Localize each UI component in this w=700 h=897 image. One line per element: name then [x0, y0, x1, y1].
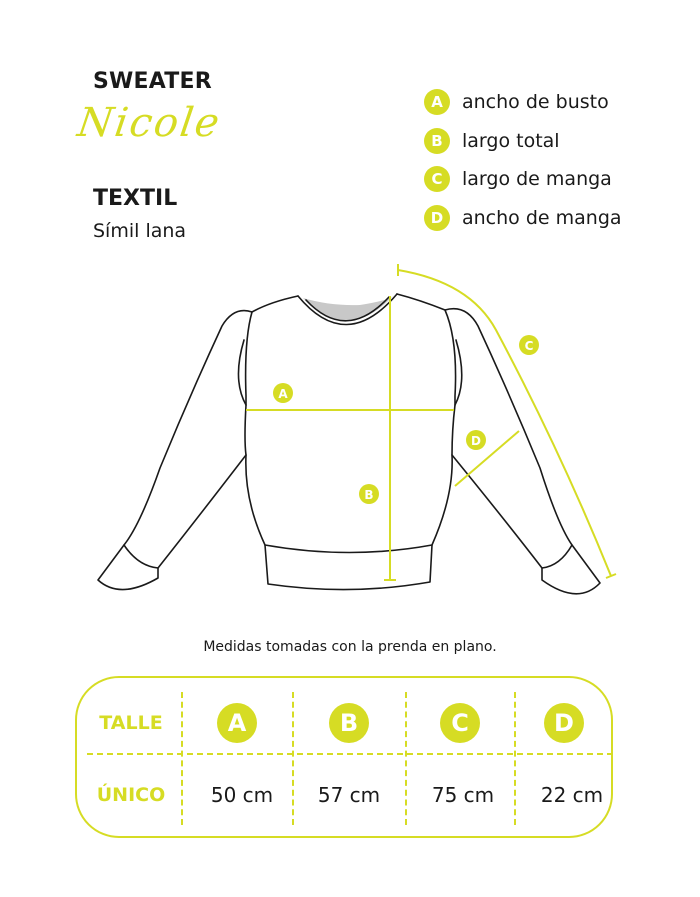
right-cuff-seam	[542, 545, 572, 568]
legend-badge-c: C	[424, 166, 450, 192]
marker-b	[359, 484, 379, 504]
marker-b-label: B	[364, 488, 374, 502]
table-header-badge-a: A	[217, 703, 257, 743]
table-row-label: ÚNICO	[96, 784, 166, 806]
table-header-badge-c: C	[440, 703, 480, 743]
table-value-cell-a	[182, 770, 302, 820]
left-sleeve	[98, 311, 252, 590]
table-value-cell-d	[515, 770, 629, 820]
table-header-label-cell	[82, 698, 180, 748]
marker-d	[466, 430, 486, 450]
legend-badge-a: A	[424, 89, 450, 115]
legend-badge-d: D	[424, 205, 450, 231]
legend-label-b: largo total	[462, 129, 560, 152]
legend-label-c: largo de manga	[462, 168, 612, 191]
table-header-cell-a	[182, 698, 292, 748]
legend-badge-b: B	[424, 128, 450, 154]
body-outline	[245, 294, 456, 590]
fabric-heading: TEXTIL	[93, 186, 178, 211]
table-header-cell-b	[293, 698, 405, 748]
table-header-badge-b: B	[329, 703, 369, 743]
marker-a	[273, 383, 293, 403]
table-row-label-cell	[82, 770, 180, 820]
neckline-inner	[303, 296, 393, 321]
table-header-badge-d: D	[544, 703, 584, 743]
marker-c-label: C	[524, 339, 534, 353]
marker-a-label: A	[278, 387, 288, 401]
marker-d-label: D	[471, 434, 481, 448]
table-header-label: TALLE	[99, 712, 163, 734]
table-value-cell-b	[293, 770, 405, 820]
table-header-cell-c	[406, 698, 514, 748]
legend-label-a: ancho de busto	[462, 91, 609, 114]
measure-line-d	[455, 431, 519, 486]
measure-line-c	[398, 270, 611, 576]
table-value-cell-c	[406, 770, 520, 820]
table-header-divider	[87, 753, 613, 755]
table-value-c: 75 cm	[431, 783, 495, 807]
legend-label-d: ancho de manga	[462, 206, 622, 229]
marker-c	[519, 335, 539, 355]
fabric-value: Símil lana	[93, 220, 187, 242]
hem-band-top	[265, 545, 432, 553]
table-value-b: 57 cm	[317, 783, 381, 807]
left-cuff-seam	[124, 545, 158, 568]
table-value-a: 50 cm	[210, 783, 274, 807]
table-value-d: 22 cm	[540, 783, 604, 807]
measurement-note: Medidas tomadas con la prenda en plano.	[203, 639, 497, 655]
product-name-script: Nicole	[74, 100, 224, 146]
table-header-cell-d	[515, 698, 613, 748]
product-type-title: SWEATER	[93, 69, 212, 94]
